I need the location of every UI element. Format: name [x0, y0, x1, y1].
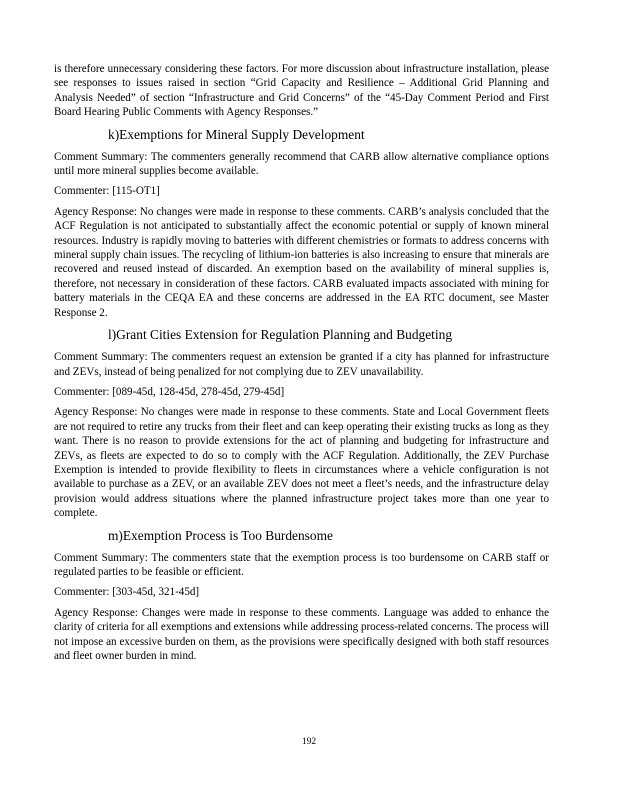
agency-response-m: Agency Response: Changes were made in response to these comments. Language was added to enhance the clarity of criteria for all exemptions and extensions while addressing process-related concerns. The process will not impose an excessive burden on them, as the provisions were specifically designed with both staff resources and fleet owner burden in mind.: [54, 606, 549, 662]
section-heading-l: l)Grant Cities Extension for Regulation Planning and Budgeting: [108, 327, 453, 343]
intro-paragraph: is therefore unnecessary considering these factors. For more discussion about infrastructure installation, please see responses to issues raised in section “Grid Capacity and Resilience – Additional Grid Planning and Analysis Needed” of section “Infrastructure and Grid Concerns” of the “45-Day Comment Period and First Board Hearing Public Comments with Agency Responses.”: [54, 63, 549, 119]
commenter-l: Commenter: [089-45d, 128-45d, 278-45d, 279-45d]: [54, 385, 285, 398]
commenter-m: Commenter: [303-45d, 321-45d]: [54, 586, 200, 599]
agency-response-l: Agency Response: No changes were made in response to these comments. State and Local Government fleets are not required to retire any trucks from their fleet and can keep operating their existing trucks as long as they want. There is no reason to provide extensions for the act of planning and budgeting for infrastructure and ZEVs, as fleets are expected to do so to comply with the ACF Regulation. Additionally, the ZEV Purchase Exemption is intended to provide flexibility to fleets in circumstances where a vehicle configuration is not available to purchase as a ZEV, or an available ZEV does not meet a fleet’s needs, and the infrastructure delay provision would address situations where the planned infrastructure project takes more than one year to complete.: [54, 406, 549, 520]
comment-summary-m: Comment Summary: The commenters state that the exemption process is too burdensome on CARB staff or regulated parties to be feasible or efficient.: [54, 551, 549, 578]
comment-summary-l: Comment Summary: The commenters request an extension be granted if a city has planned for infrastructure and ZEVs, instead of being penalized for not complying due to ZEV unavailability.: [54, 351, 549, 378]
commenter-k: Commenter: [115-OT1]: [54, 185, 160, 198]
agency-response-k: Agency Response: No changes were made in response to these comments. CARB’s analysis concluded that the ACF Regulation is not anticipated to substantially affect the economic potential or supply of known mineral resources. Industry is rapidly moving to batteries with different chemistries or formats to address concerns with mineral supply chain issues. The recycling of lithium-ion batteries is also increasing to ensure that minerals are recovered and reused instead of discarded. An exemption based on the availability of mineral supplies is, therefore, not necessary in consideration of these factors. CARB evaluated impacts associated with mining for battery materials in the CEQA EA and these concerns are addressed in the EA RTC document, see Master Response 2.: [54, 205, 549, 319]
comment-summary-k: Comment Summary: The commenters generally recommend that CARB allow alternative compliance options until more mineral supplies become available.: [54, 150, 549, 178]
page-number: 192: [301, 737, 317, 747]
section-heading-m: m)Exemption Process is Too Burdensome: [108, 527, 333, 543]
page-body: [54, 62, 549, 669]
section-heading-k: k)Exemptions for Mineral Supply Development: [108, 126, 365, 142]
